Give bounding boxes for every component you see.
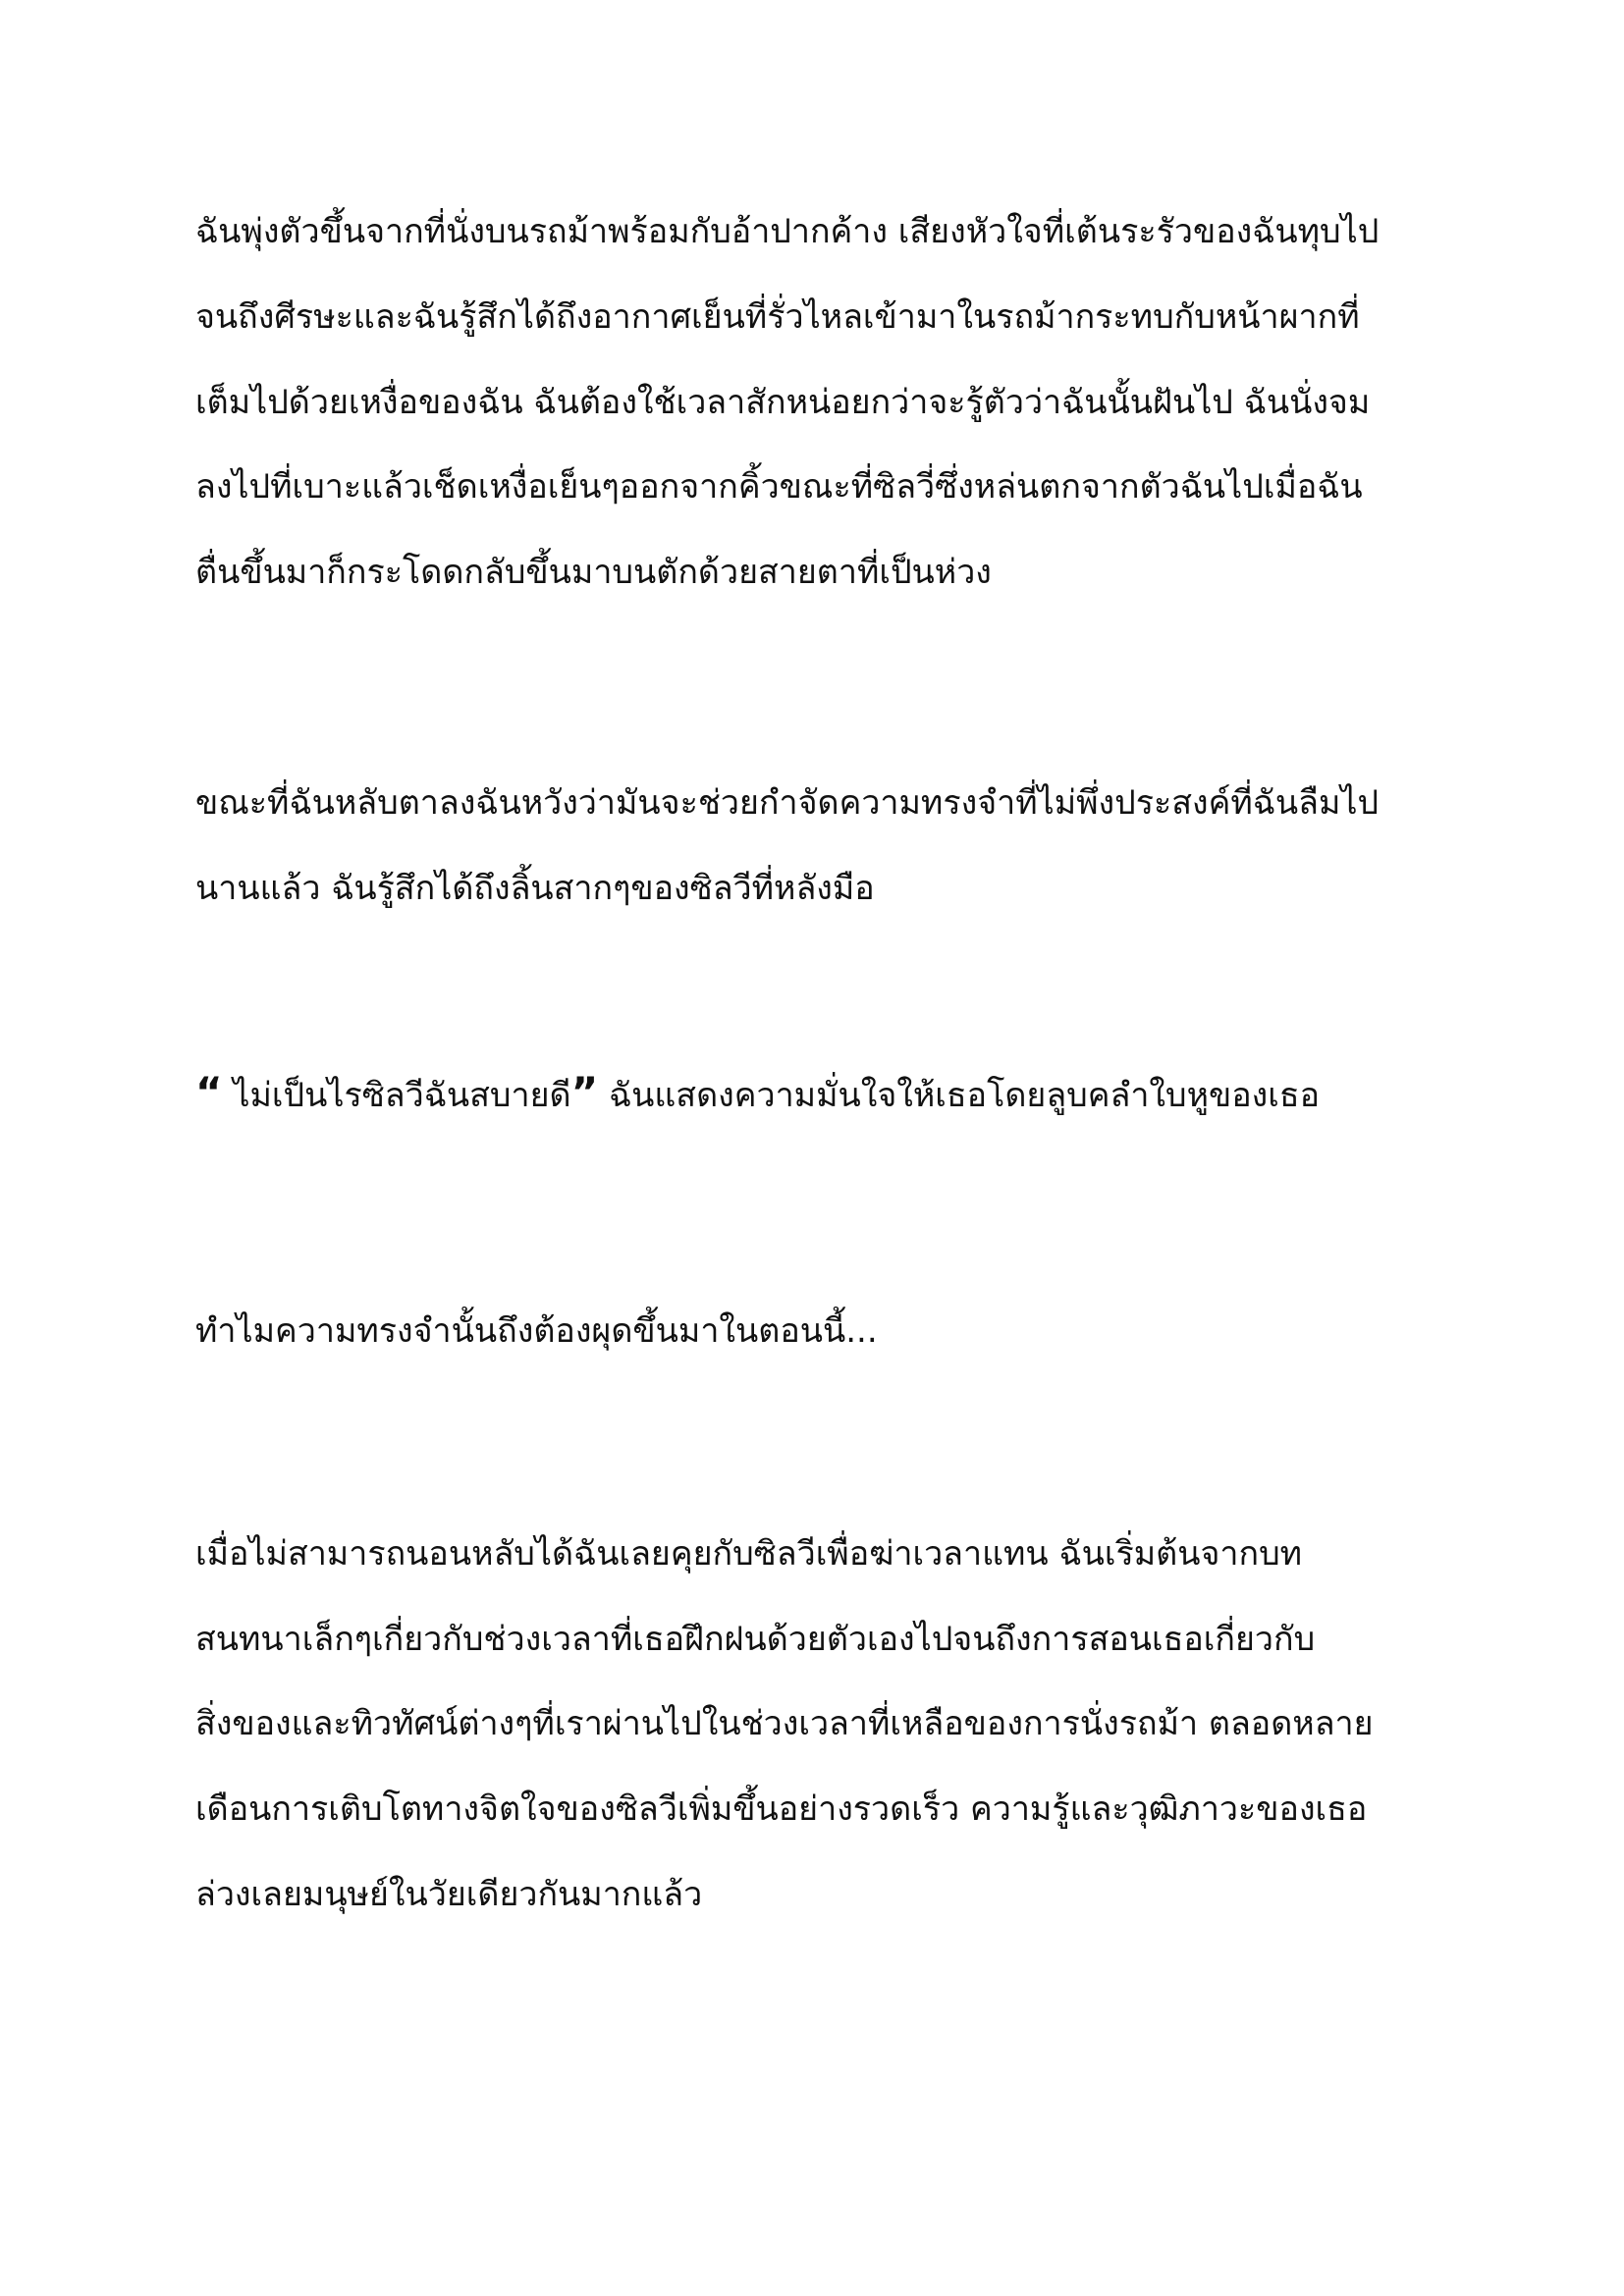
paragraph-4-line-1: ทำไมความทรงจำนั้นถึงต้องผุดขึ้นมาในตอนนี้... xyxy=(195,1311,878,1351)
close-quote-mark: ” xyxy=(570,1068,599,1116)
paragraph-5-line-1: เมื่อไม่สามารถนอนหลับได้ฉันเลยคุยกับซิลวีเพื่อฆ่าเวลาแทน ฉันเริ่มต้นจากบท xyxy=(195,1534,1303,1574)
paragraph-5-line-5: ล่วงเลยมนุษย์ในวัยเดียวกันมากแล้ว xyxy=(195,1875,703,1914)
paragraph-1-line-1: ฉันพุ่งตัวขึ้นจากที่นั่งบนรถม้าพร้อมกับอ้าปากค้าง เสียงหัวใจที่เต้นระรัวของฉันทุบไป xyxy=(195,212,1380,251)
paragraph-1-line-4: ลงไปที่เบาะแล้วเช็ดเหงื่อเย็นๆออกจากคิ้วขณะที่ซิลวี่ซึ่งหล่นตกจากตัวฉันไปเมื่อฉัน xyxy=(195,467,1363,507)
dialogue-quote-text: ไม่เป็นไรซิลวีฉันสบายดี xyxy=(222,1076,571,1115)
paragraph-2-line-2: นานแล้ว ฉันรู้สึกได้ถึงลิ้นสากๆของซิลวีที่หลังมือ xyxy=(195,869,875,908)
dialogue-narration: ฉันแสดงความมั่นใจให้เธอโดยลูบคลำใบหูของเธอ xyxy=(598,1076,1321,1115)
open-quote-mark: “ xyxy=(195,1068,223,1116)
paragraph-5-line-2: สนทนาเล็กๆเกี่ยวกับช่วงเวลาที่เธอฝึกฝนด้วยตัวเองไปจนถึงการสอนเธอเกี่ยวกับ xyxy=(195,1620,1316,1659)
paragraph-1-line-5: ตื่นขึ้นมาก็กระโดดกลับขึ้นมาบนตักด้วยสายตาที่เป็นห่วง xyxy=(195,553,992,592)
paragraph-5-line-3: สิ่งของและทิวทัศน์ต่างๆที่เราผ่านไปในช่วงเวลาที่เหลือของการนั่งรถม้า ตลอดหลาย xyxy=(195,1704,1374,1743)
paragraph-1-line-3: เต็มไปด้วยเหงื่อของฉัน ฉันต้องใช้เวลาสักหน่อยกว่าจะรู้ตัวว่าฉันนั้นฝันไป ฉันนั่งจม xyxy=(195,383,1371,422)
paragraph-1-line-2: จนถึงศีรษะและฉันรู้สึกได้ถึงอากาศเย็นที่รั่วไหลเข้ามาในรถม้ากระทบกับหน้าผากที่ xyxy=(195,297,1360,337)
dialogue-line xyxy=(195,1068,1472,1117)
paragraph-5-line-4: เดือนการเติบโตทางจิตใจของซิลวีเพิ่มขึ้นอย่างรวดเร็ว ความรู้และวุฒิภาวะของเธอ xyxy=(195,1789,1368,1829)
paragraph-2-line-1: ขณะที่ฉันหลับตาลงฉันหวังว่ามันจะช่วยกำจัดความทรงจำที่ไม่พึ่งประสงค์ที่ฉันลืมไป xyxy=(195,783,1380,823)
